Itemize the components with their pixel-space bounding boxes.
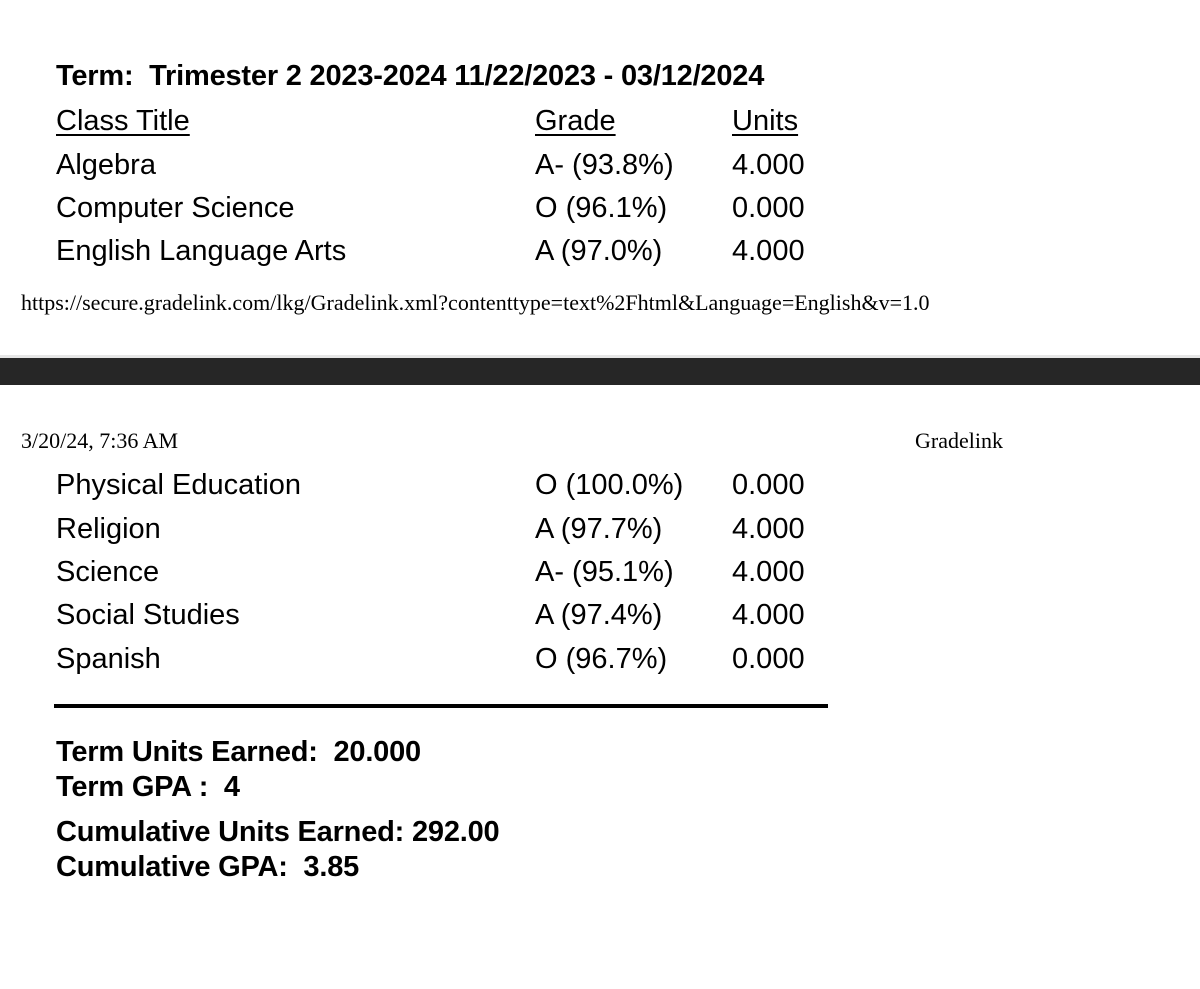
class-title: Spanish (56, 643, 161, 675)
class-units: 0.000 (732, 469, 805, 501)
cumulative-gpa: Cumulative GPA: 3.85 (56, 851, 360, 883)
class-grade: A- (93.8%) (535, 149, 674, 181)
term-units-earned: Term Units Earned: 20.000 (56, 736, 421, 768)
cumulative-units-earned: Cumulative Units Earned: 292.00 (56, 816, 500, 848)
class-grade: A- (95.1%) (535, 556, 674, 588)
class-grade: A (97.0%) (535, 235, 663, 267)
class-title: Social Studies (56, 599, 240, 631)
class-units: 4.000 (732, 149, 805, 181)
class-grade: A (97.7%) (535, 513, 663, 545)
page-header-site: Gradelink (915, 428, 1003, 453)
column-header-class-title: Class Title (56, 105, 190, 137)
page-break-divider (0, 358, 1200, 385)
class-title: Computer Science (56, 192, 295, 224)
column-header-units: Units (732, 105, 799, 137)
class-units: 0.000 (732, 192, 805, 224)
class-grade: A (97.4%) (535, 599, 663, 631)
term-heading: Term: Trimester 2 2023-2024 11/22/2023 - 03/12/2024 (56, 60, 765, 92)
class-units: 4.000 (732, 235, 805, 267)
class-title: Physical Education (56, 469, 302, 501)
class-grade: O (100.0%) (535, 469, 684, 501)
class-title: Algebra (56, 149, 156, 181)
column-header-grade: Grade (535, 105, 616, 137)
term-gpa: Term GPA : 4 (56, 771, 240, 803)
class-title: Science (56, 556, 160, 588)
class-units: 4.000 (732, 599, 805, 631)
class-grade: O (96.1%) (535, 192, 668, 224)
class-units: 4.000 (732, 556, 805, 588)
class-grade: O (96.7%) (535, 643, 668, 675)
totals-divider (54, 704, 828, 708)
class-units: 0.000 (732, 643, 805, 675)
class-title: Religion (56, 513, 161, 545)
class-title: English Language Arts (56, 235, 347, 267)
page-footer-url: https://secure.gradelink.com/lkg/Gradelink.xml?contenttype=text%2Fhtml&Language=English&v=1.0 (21, 290, 930, 315)
page-header-date: 3/20/24, 7:36 AM (21, 428, 179, 453)
class-units: 4.000 (732, 513, 805, 545)
